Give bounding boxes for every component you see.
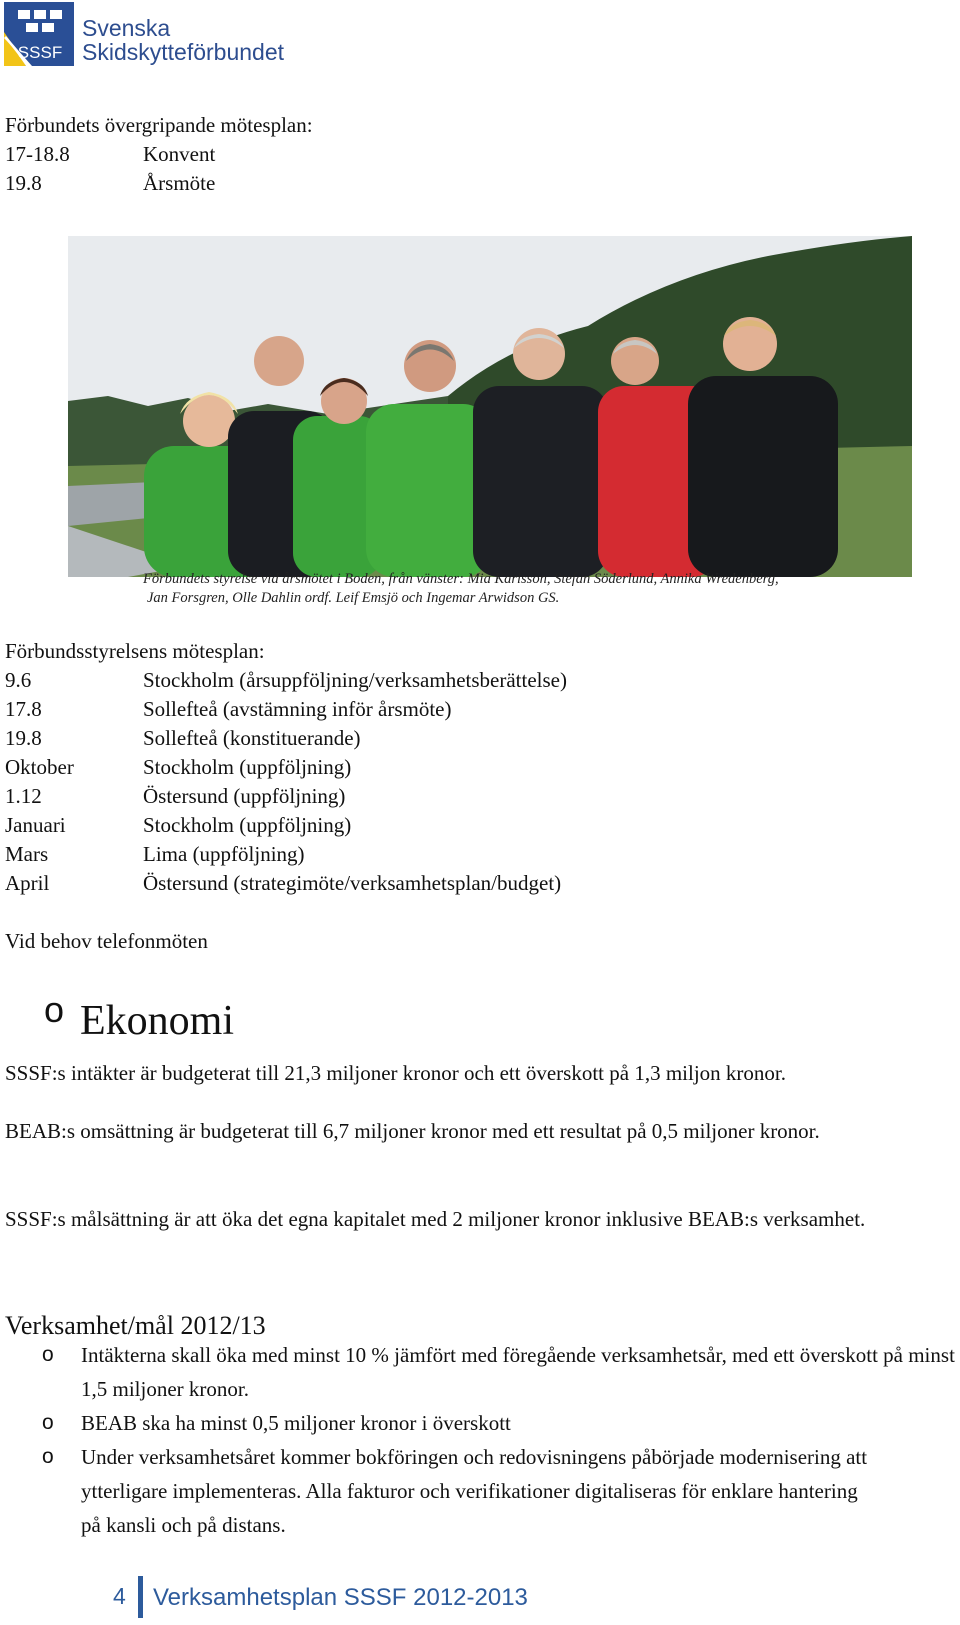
logo-text-line1: Svenska — [82, 15, 171, 41]
goal-item: Intäkterna skall öka med minst 10 % jämfört med föregående verksamhetsår, med ett överskott på minst 1,5 miljoner kronor. — [81, 1343, 955, 1401]
page-number: 4 — [113, 1583, 126, 1609]
ekonomi-paragraph: SSSF:s intäkter är budgeterat till 21,3 miljoner kronor och ett överskott på 1,3 miljon kronor. — [5, 1061, 786, 1085]
goal-bullet: o — [42, 1411, 54, 1434]
ekonomi-heading: Ekonomi — [80, 998, 234, 1044]
schedule-event: Sollefteå (avstämning inför årsmöte) — [143, 697, 452, 721]
goals-heading: Verksamhet/mål 2012/13 — [5, 1311, 266, 1340]
ekonomi-bullet: o — [44, 989, 65, 1030]
schedule-event: Östersund (strategimöte/verksamhetsplan/budget) — [143, 871, 562, 895]
ekonomi-paragraph: SSSF:s målsättning är att öka det egna kapitalet med 2 miljoner kronor inklusive BEAB:s verksamhet. — [5, 1207, 866, 1231]
board-group-photo — [68, 236, 912, 577]
goal-item: Under verksamhetsåret kommer bokföringen och redovisningens påbörjade modernisering att ytterligare implementeras. Alla fakturor och verifikationer digitaliseras för enklare hantering på kansli och på distans. — [81, 1445, 868, 1537]
footer-divider — [138, 1576, 143, 1618]
schedule-event: Lima (uppföljning) — [143, 842, 305, 866]
photo-caption-line1: Förbundets styrelse vid årsmötet i Boden, från vänster: Mia Karlsson, Stefan Söderlund, Annika Wredenberg, — [143, 571, 779, 587]
sssf-logo — [0, 0, 300, 70]
schedule-date: April — [5, 871, 50, 895]
schedule-date: 17.8 — [5, 697, 42, 721]
photo-caption-line2: Jan Forsgren, Olle Dahlin ordf. Leif Emsjö och Ingemar Arwidson GS. — [147, 590, 560, 606]
schedule-date: Mars — [5, 842, 49, 866]
schedule-date: 17-18.8 — [5, 142, 70, 166]
schedule-event: Sollefteå (konstituerande) — [143, 726, 361, 750]
goal-bullet: o — [42, 1343, 54, 1366]
schedule-date: 9.6 — [5, 668, 32, 692]
schedule-event: Stockholm (årsuppföljning/verksamhetsberättelse) — [143, 668, 567, 692]
footer-title: Verksamhetsplan SSSF 2012-2013 — [153, 1584, 528, 1611]
schedule-event: Konvent — [143, 142, 216, 166]
goal-bullet: o — [42, 1445, 54, 1468]
schedule-date: 19.8 — [5, 171, 42, 195]
svg-text:SSSF: SSSF — [17, 43, 63, 62]
schedule-date: Januari — [5, 813, 66, 837]
federation-schedule-title: Förbundets övergripande mötesplan: — [5, 113, 313, 137]
schedule-date: 1.12 — [5, 784, 42, 808]
ekonomi-paragraph: BEAB:s omsättning är budgeterat till 6,7 miljoner kronor med ett resultat på 0,5 miljoner kronor. — [5, 1119, 820, 1143]
phone-meetings-note: Vid behov telefonmöten — [5, 929, 208, 953]
goal-item: BEAB ska ha minst 0,5 miljoner kronor i överskott — [81, 1411, 511, 1435]
schedule-event: Stockholm (uppföljning) — [143, 755, 352, 779]
schedule-date: Oktober — [5, 755, 74, 779]
schedule-event: Stockholm (uppföljning) — [143, 813, 352, 837]
schedule-date: 19.8 — [5, 726, 42, 750]
schedule-event: Östersund (uppföljning) — [143, 784, 346, 808]
sssf-logo-mark-icon — [4, 2, 74, 66]
board-photo-illustration — [68, 236, 912, 577]
board-schedule-title: Förbundsstyrelsens mötesplan: — [5, 639, 265, 663]
schedule-event: Årsmöte — [143, 171, 216, 195]
logo-text-line2: Skidskytteförbundet — [82, 39, 285, 65]
